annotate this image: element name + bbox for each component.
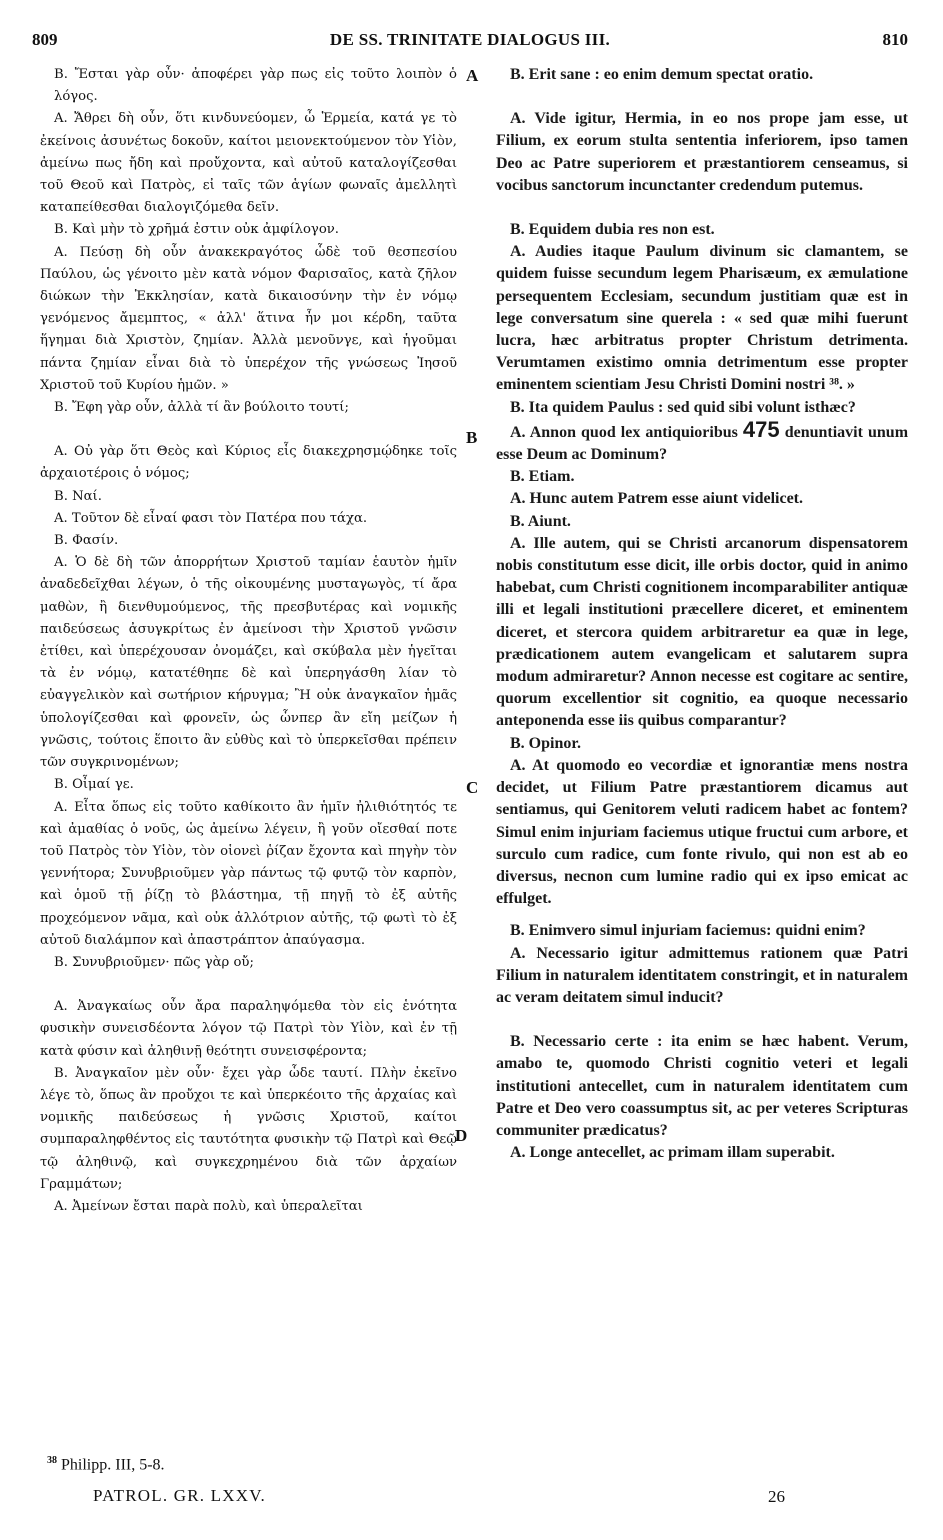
signature-number: 26 [768,1487,785,1506]
latin-text: A. Annon quod lex antiquioribus [510,423,738,441]
latin-text: denuntiavit unum esse Deum ac Dominum? [496,423,909,464]
latin-paragraph: B. Etiam. [510,468,575,486]
greek-paragraph: A. Πεύσῃ δὴ οὖν ἀνακεκραγότος ὧδὲ τοῦ θεσπεσίου Παύλου, ὡς γένοιτο μὲν κατὰ νόμον Φαρισαῖος, κατὰ ζῆλον διώκων τὴν Ἐκκλησίαν, κατὰ δικαιοσύνην τὴν ἐν νόμῳ γενόμενος ἄμεμπτος, « ἀλλ' ἅτινα ἦν μοι κέρδη, ταῦτα ἥγημαι διὰ Χριστὸν, ζημίαν. Ἀλλὰ μενοῦνγε, καὶ ἡγοῦμαι πάντα ζημίαν εἶναι διὰ τὸ ὑπερέχον τῆς γνώσεως Ἰησοῦ Χριστοῦ τοῦ Κυρίου ἡμῶν. » [40,244,457,393]
latin-paragraph: B. Erit sane : eo enim demum spectat oratio. [510,66,814,83]
greek-paragraph: A. Ὁ δὲ δὴ τῶν ἀπορρήτων Χριστοῦ ταμίαν ἑαυτὸν ἡμῖν ἀναδεδεῖχθαι λέγων, ὁ τῆς οἰκουμένης μυσταγωγὸς, τί ἄρα μαθὼν, ἢ διενθυμούμενος, τῆς πρεσβυτέρας καὶ νομικῆς παιδεύσεως ἀσυγκρίτως ἐν ἀμείνοσι τὴν Χριστοῦ γνῶσιν ἐτίθει, καὶ ὑπερέχουσαν ὀνομάζει, καὶ σκύβαλα μὲν ἡγεῖται τὰ ἐν νόμῳ, κατατέθηπε δὲ καὶ ὑπερηγάσθη λίαν τὸ εὐαγγελικὸν καὶ σωτήριον κήρυγμα; Ἢ οὐκ ἀναγκαῖον ἡμᾶς ὑπολογίζεσθαι καὶ φρονεῖν, ὡς ὧνπερ ἂν εἴη μείζων ἡ γνῶσις, τούτοις ἕποιτο ἂν εὐθὺς καὶ τὸ ὑπερκεῖσθαι πρέπειν τῶν συγκρινομένων; [40,555,457,771]
latin-paragraph: B. Enimvero simul injuriam faciemus: quidni enim? [510,922,866,940]
latin-paragraph: B. Aiunt. [510,512,571,530]
latin-paragraph: A. Audies itaque Paulum divinum sic clamantem, se quidem fuisse secundum legem Pharisæum, ex æmulatione persequentem Ecclesiam, secundum justitiam quæ est in lege conversatum sine querela : « sed quæ mihi fuerunt lucra, hæc arbitratus propter Christum detrimenta. Verumtamen existimo omnia detrimentum esse propter eminentem scientiam Jesu Christi Domini nostri ³⁸. » [496,243,908,394]
latin-paragraph: A. Longe antecellet, ac primam illam superabit. [510,1144,835,1162]
greek-paragraph: A. Ἄθρει δὴ οὖν, ὅτι κινδυνεύομεν, ὦ Ἑρμεία, κατά γε τὸ ἐκείνοις ἀσυνέτως δοκοῦν, καίτοι μειονεκτούμενον τὸν Υἱὸν, ἀμείνω πως ἤδη καὶ προὔχοντα, καὶ αὐτοῦ καταλογίζεσθαι τοῦ Θεοῦ καὶ Πατρὸς, εἰ ταῖς τῶν ἁγίων φωναῖς ἀμελλητὶ καταπείθεσθαι διαλογιζόμεθα δεῖν. [40,111,457,216]
latin-paragraph: A. Vide igitur, Hermia, in eo nos prope jam esse, ut Filium, ex eorum stulta sententia inferiorem, ipso tamen Deo ac Patre superiorem et præstantiorem censeamus, si vocibus sanctorum incunctanter credendum putemus. [496,110,908,194]
footnote-text: Philipp. III, 5-8. [61,1456,165,1474]
greek-paragraph: B. Οἶμαί γε. [54,777,134,793]
running-title: DE SS. TRINITATE DIALOGUS III. [329,30,611,49]
margin-letter-a: A [466,66,479,85]
latin-paragraph: A. Hunc autem Patrem esse aiunt videlicet. [510,490,803,508]
latin-paragraph: B. Equidem dubia res non est. [510,221,715,239]
marginal-number: 475 [742,416,780,442]
latin-paragraph: A. At quomodo eo vecordiæ et ignorantiæ mens nostra decidet, ut Filium Patre præstantiorem dicamus aut sentiamus, qui Genitorem veluti radicem habet ac fontem? Simul enim injuriam faciemus utique fructui cum arbore, et surculo cum radice, cum fonte rivulo, qui non est ab eo diversus, necnon cum lumine radio qui ex ipso emicat ac effulget. [496,756,908,908]
latin-paragraph: B. Necessario certe : ita enim se hæc habent. Verum, amabo te, quomodo Christi cognitio veteri et legali institutioni antecellet, cum in naturalem identitatem cum Patre et Deo vero coassumptus sit, ac per veteres Scripturas communiter prædicatus? [496,1033,908,1139]
running-header [30,30,910,54]
latin-paragraph: B. Opinor. [510,734,581,752]
greek-paragraph: B. Ναί. [54,488,102,504]
greek-column [40,64,457,1218]
greek-paragraph: A. Οὐ γὰρ ὅτι Θεὸς καὶ Κύριος εἷς διακεχρησμῴδηκε τοῖς ἀρχαιοτέροις ὁ νόμος; [40,444,457,482]
margin-letter-c: C [466,778,479,797]
margin-letter-b: B [466,428,478,447]
latin-paragraph-with-marginal [496,416,909,466]
greek-paragraph: B. Ἀναγκαῖον μὲν οὖν· ἔχει γὰρ ὧδε ταυτί. Πλὴν ἐκεῖνο λέγε τὸ, ὅπως ἂν προὔχοι τε καὶ ὑπερκέοιτο τῆς ἀρχαίας καὶ νομικῆς παιδεύσεως ἡ γνῶσις Χριστοῦ, καίτοι συμπαραληφθέντος εἰς ταυτότητα φυσικὴν τῷ Πατρὶ καὶ Θεῷ τῷ ἀληθινῷ, καὶ συγκεχρημένου διὰ τῶν ἀρχαίων Γραμμάτων; [40,1065,457,1192]
greek-paragraph: A. Τοῦτον δὲ εἶναί φασι τὸν Πατέρα που τάχα. [54,510,368,526]
page-number-left: 809 [32,30,58,49]
printer-signature: PATROL. GR. LXXV. [93,1486,266,1505]
greek-paragraph: B. Ἔσται γὰρ οὖν· ἀποφέρει γὰρ πως εἰς τοῦτο λοιπὸν ὁ λόγος. [54,67,457,105]
latin-paragraph: B. Ita quidem Paulus : sed quid sibi volunt isthæc? [510,398,856,416]
greek-paragraph: A. Ἀμείνων ἔσται παρὰ πολὺ, καὶ ὑπεραλεῖται [54,1198,363,1214]
greek-paragraph: A. Εἶτα ὅπως εἰς τοῦτο καθίκοιτο ἂν ἡμῖν ἠλιθιότητός τε καὶ ἀμαθίας ὁ νοῦς, ὡς ἀμείνω λέγειν, ἢ γοῦν οἴεσθαί ποτε τοῦ Πατρὸς τὸν Υἱὸν, τὸν οἱονεὶ ῥίζαν ἔχοντα καὶ πηγὴν τὸν γεννήτορα; Συνυβριοῦμεν γὰρ πάντως τῷ φυτῷ τὸν καρπὸν, καὶ ὁμοῦ τῇ ῥίζῃ τὸ βλάστημα, τῇ πηγῇ τὸ ἐξ αὐτῆς προχεόμενον νᾶμα, καὶ οὐκ ἀλλότριον αὐτῆς, τῷ φωτὶ τὸ ἐξ αὐτοῦ διαλάμπον καὶ ἀπαστράπτον ἀπαύγασμα. [40,799,457,948]
margin-letter-d: D [455,1126,468,1145]
greek-paragraph: B. Καὶ μὴν τὸ χρῆμά ἐστιν οὐκ ἀμφίλογον. [54,222,339,238]
greek-paragraph: A. Ἀναγκαίως οὖν ἄρα παραληψόμεθα τὸν εἰς ἑνότητα φυσικὴν συνεισδέοντα λόγον τῷ Πατρὶ τὸν Υἱὸν, καὶ ἐν τῇ κατὰ φύσιν καὶ ἀληθινῇ θεότητι συνεισφέροντα; [40,999,457,1059]
page-number-right: 810 [882,30,908,49]
latin-paragraph: A. Necessario igitur admittemus rationem quæ Patri Filium in naturalem identitatem constringit, et in naturalem ac veram deitatem simul inducit? [496,944,908,1006]
greek-paragraph: B. Συνυβριοῦμεν· πῶς γὰρ οὔ; [54,954,254,970]
greek-paragraph: B. Φασίν. [54,533,119,549]
footnote-mark: 38 [47,1455,57,1466]
latin-paragraph: A. Ille autem, qui se Christi arcanorum dispensatorem nobis constitutum esse dicit, ille orbis doctor, quid in animo habebat, cum Christi cognitionem incomparabiliter antiquæ illi et legali institutioni præcellere diceret, et eminentem diceret, et stercora quidem arbitraretur ea quæ in lege, prædicationem autem evangelicam et salutarem supra modum admiraretur? Annon necesse est cogitare ac sentire, quorum excellentior sit cognitio, ea quoque necessario anteponenda esse iis quibus comparantur? [496,534,908,730]
latin-column [496,64,908,1164]
footnote [47,1455,165,1474]
greek-paragraph: B. Ἔφη γὰρ οὖν, ἀλλὰ τί ἂν βούλοιτο τουτί; [54,400,349,416]
